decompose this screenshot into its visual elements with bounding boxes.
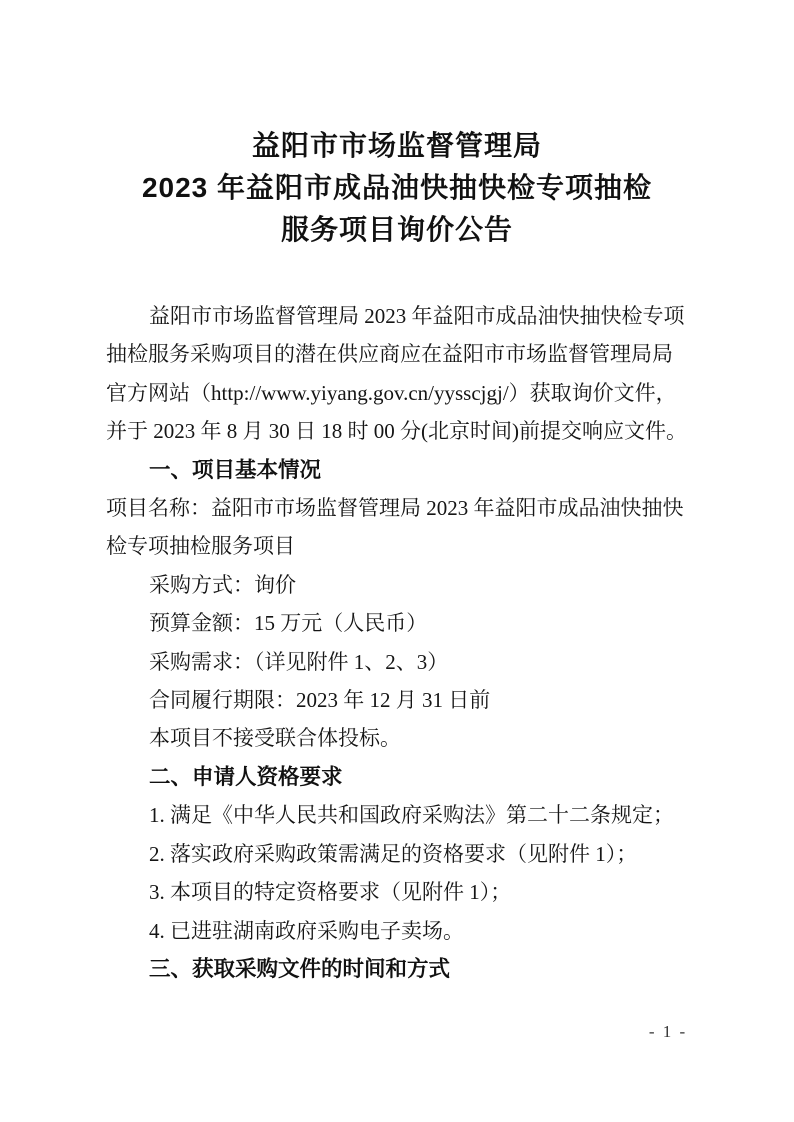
section-heading: 三、获取采购文件的时间和方式 — [149, 956, 451, 981]
body-line: 检专项抽检服务项目 — [106, 534, 295, 559]
body-line: 采购需求：（详见附件 1、2、3） — [149, 649, 449, 674]
title-line-2: 2023 年益阳市成品油快抽快检专项抽检 — [141, 172, 653, 203]
document-title — [0, 0, 794, 251]
document-body — [106, 297, 700, 988]
section-heading: 二、申请人资格要求 — [149, 764, 343, 789]
section-heading: 一、项目基本情况 — [149, 457, 322, 482]
body-line: 预算金额：15 万元（人民币） — [149, 611, 428, 636]
body-line: 3. 本项目的特定资格要求（见附件 1）； — [149, 880, 512, 905]
body-line: 4. 已进驻湖南政府采购电子卖场。 — [149, 918, 464, 943]
body-line: 采购方式：询价 — [149, 572, 296, 597]
body-line: 抽检服务采购项目的潜在供应商应在益阳市市场监督管理局局 — [106, 342, 673, 367]
body-line: 本项目不接受联合体投标。 — [149, 726, 401, 751]
title-line-3: 服务项目询价公告 — [280, 214, 513, 245]
body-line: 益阳市市场监督管理局 2023 年益阳市成品油快抽快检专项 — [149, 304, 685, 328]
page-number: - 1 - — [648, 1022, 688, 1041]
body-line: 1. 满足《中华人民共和国政府采购法》第二十二条规定； — [149, 803, 674, 828]
body-line: 并于 2023 年 8 月 30 日 18 时 00 分(北京时间)前提交响应文件。 — [106, 419, 687, 444]
body-line: 合同履行期限：2023 年 12 月 31 日前 — [149, 688, 491, 713]
body-line: 2. 落实政府采购政策需满足的资格要求（见附件 1）； — [149, 841, 638, 866]
body-line: 官方网站（http://www.yiyang.gov.cn/yysscjgj/）获取询价文件， — [106, 380, 677, 405]
title-line-1: 益阳市市场监督管理局 — [251, 130, 542, 161]
body-line: 项目名称：益阳市市场监督管理局 2023 年益阳市成品油快抽快 — [106, 496, 684, 521]
